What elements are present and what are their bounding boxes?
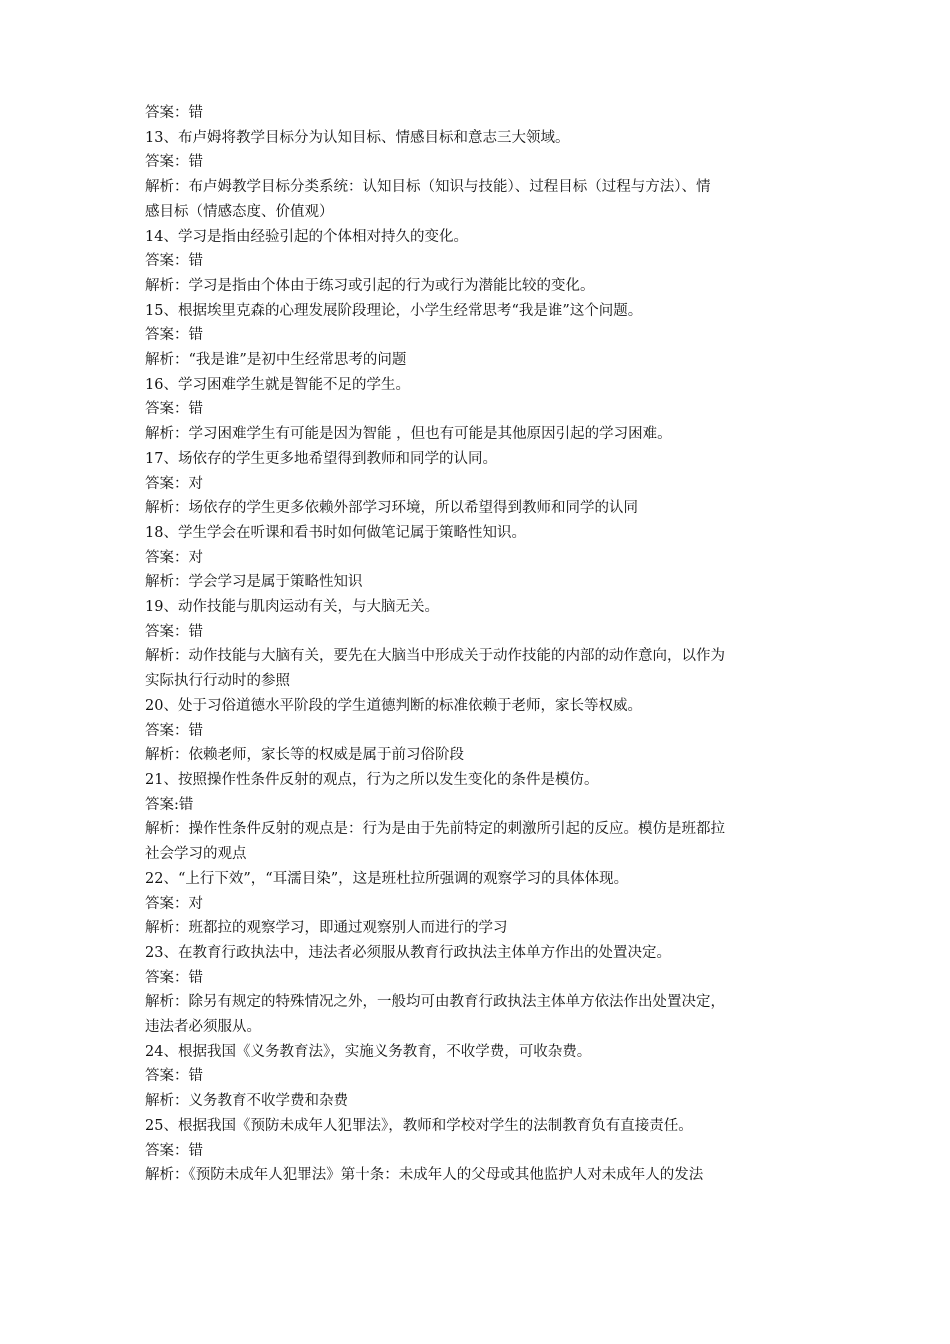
explanation-line: 社会学习的观点 — [145, 846, 247, 863]
explanation-line: 解析：布卢姆教学目标分类系统：认知目标（知识与技能）、过程目标（过程与方法）、情 — [145, 179, 711, 196]
question-17: 17、场依存的学生更多地希望得到教师和同学的认同。 — [145, 450, 497, 467]
explanation-line: 解析：学习困难学生有可能是因为智能 ，但也有可能是其他原因引起的学习困难。 — [145, 426, 672, 443]
question-15: 15、根据埃里克森的心理发展阶段理论，小学生经常思考“我是谁”这个问题。 — [145, 302, 643, 319]
explanation-line: 解析：“我是谁”是初中生经常思考的问题 — [145, 352, 407, 369]
question-25: 25、根据我国《预防未成年人犯罪法》，教师和学校对学生的法制教育负有直接责任。 — [145, 1117, 693, 1134]
question-24: 24、根据我国《义务教育法》，实施义务教育，不收学费，可收杂费。 — [145, 1043, 592, 1060]
answer-line: 答案：对 — [145, 475, 203, 492]
explanation-line: 感目标（情感态度、价值观） — [145, 203, 334, 220]
explanation-line: 解析：依赖老师，家长等的权威是属于前习俗阶段 — [145, 747, 464, 764]
explanation-line: 解析：除另有规定的特殊情况之外，一般均可由教育行政执法主体单方依法作出处置决定， — [145, 994, 725, 1011]
explanation-line: 解析：义务教育不收学费和杂费 — [145, 1093, 348, 1110]
document-page — [145, 101, 820, 1188]
explanation-line: 解析：学习是指由个体由于练习或引起的行为或行为潜能比较的变化。 — [145, 277, 595, 294]
answer-line: 答案：错 — [145, 327, 203, 344]
answer-line: 答案：错 — [145, 1068, 203, 1085]
question-18: 18、学生学会在听课和看书时如何做笔记属于策略性知识。 — [145, 524, 526, 541]
question-21: 21、按照操作性条件反射的观点，行为之所以发生变化的条件是模仿。 — [145, 771, 599, 788]
answer-line: 答案：错 — [145, 969, 203, 986]
answer-line: 答案：错 — [145, 401, 203, 418]
answer-line: 答案：错 — [145, 105, 203, 121]
answer-line: 答案：对 — [145, 549, 203, 566]
answer-line: 答案：对 — [145, 895, 203, 912]
answer-line: 答案：错 — [145, 154, 203, 171]
question-16: 16、学习困难学生就是智能不足的学生。 — [145, 376, 410, 393]
explanation-line: 违法者必须服从。 — [145, 1019, 261, 1036]
question-20: 20、处于习俗道德水平阶段的学生道德判断的标准依赖于老师，家长等权威。 — [145, 697, 642, 714]
answer-line: 答案：错 — [145, 253, 203, 270]
question-22: 22、“上行下效”，“耳濡目染”，这是班杜拉所强调的观察学习的具体体现。 — [145, 870, 629, 887]
explanation-line: 解析：动作技能与大脑有关，要先在大脑当中形成关于动作技能的内部的动作意向，以作为 — [145, 648, 725, 665]
explanation-line: 解析：班都拉的观察学习，即通过观察别人而进行的学习 — [145, 920, 508, 937]
explanation-line: 解析：操作性条件反射的观点是：行为是由于先前特定的刺激所引起的反应。模仿是班都拉 — [145, 821, 725, 838]
question-23: 23、在教育行政执法中，违法者必须服从教育行政执法主体单方作出的处置决定。 — [145, 944, 671, 961]
answer-line: 答案：错 — [145, 623, 203, 640]
answer-line: 答案：错 — [145, 1142, 203, 1159]
explanation-line: 解析：场依存的学生更多依赖外部学习环境，所以希望得到教师和同学的认同 — [145, 500, 638, 517]
question-14: 14、学习是指由经验引起的个体相对持久的变化。 — [145, 228, 468, 245]
question-13: 13、布卢姆将教学目标分为认知目标、情感目标和意志三大领域。 — [145, 129, 570, 146]
explanation-line: 解析：学会学习是属于策略性知识 — [145, 574, 363, 591]
explanation-line: 解析：《预防未成年人犯罪法》第十条：未成年人的父母或其他监护人对未成年人的发法 — [145, 1167, 704, 1184]
question-19: 19、动作技能与肌肉运动有关，与大脑无关。 — [145, 599, 439, 616]
answer-line: 答案:错 — [145, 796, 194, 813]
answer-line: 答案：错 — [145, 722, 203, 739]
explanation-line: 实际执行行动时的参照 — [145, 673, 290, 690]
